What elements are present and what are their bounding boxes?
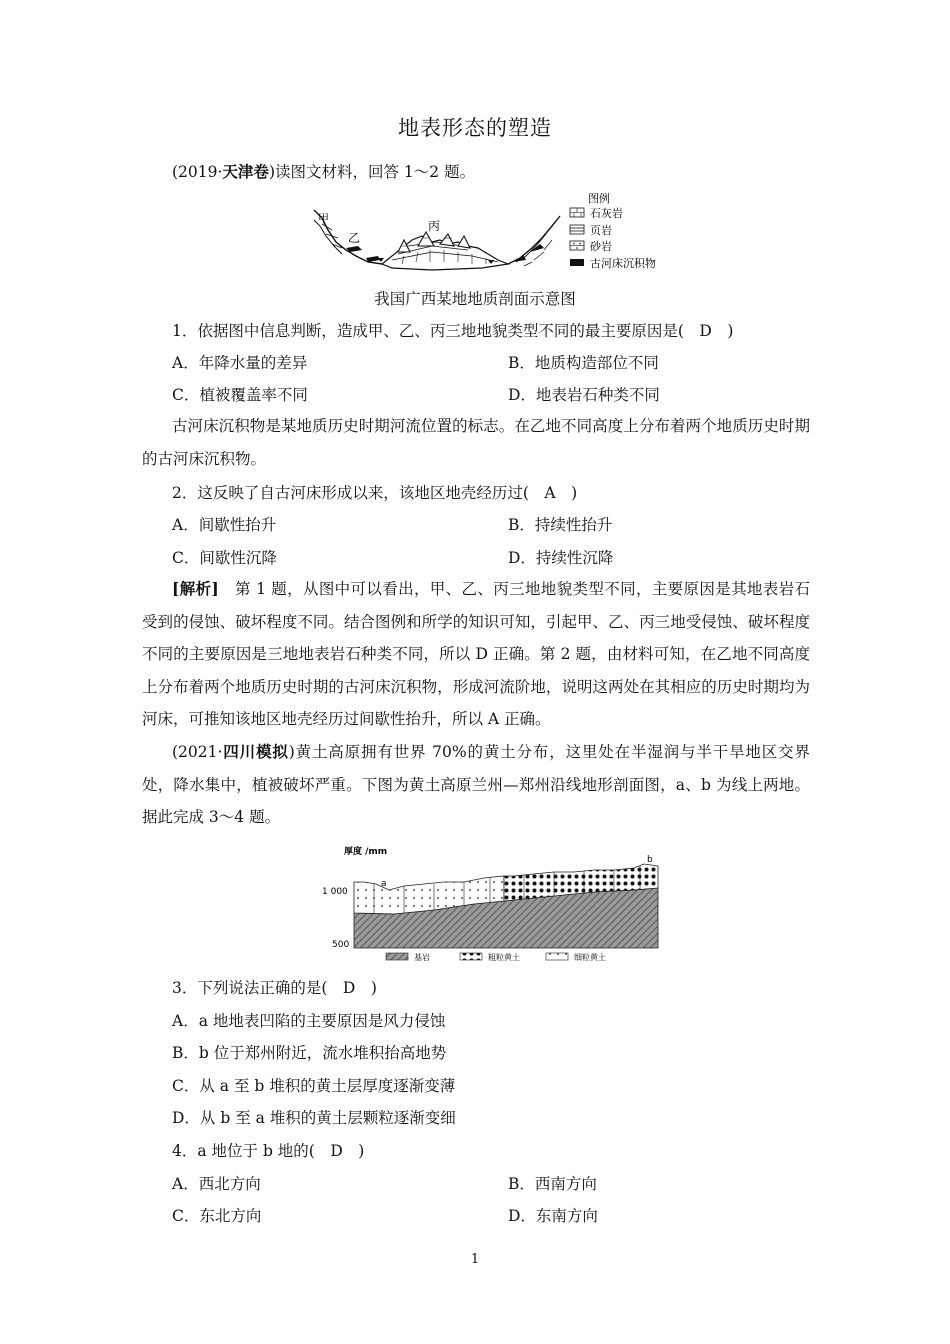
question-1-option-d: D．地表岩石种类不同: [508, 386, 660, 404]
question-3-option-b: B．b 位于郑州附近，流水堆积抬高地势: [172, 1044, 447, 1062]
question-3-stem: 3．下列说法正确的是( D ): [172, 979, 377, 997]
source-close-2: ): [288, 743, 295, 761]
source-name-2: 四川模拟: [222, 742, 289, 761]
figure-1-caption: 我国广西某地地质剖面示意图: [374, 290, 576, 308]
legend-riverbed-label: 古河床沉积物: [590, 257, 656, 270]
intro-text: 读图文材料，回答 1～2 题。: [275, 163, 476, 181]
analysis-tag: [解析]: [172, 579, 219, 598]
label-bing: 丙: [428, 219, 441, 233]
question-2-option-c: C．间歇性沉降: [172, 549, 277, 567]
question-3-option-d: D．从 b 至 a 堆积的黄土层颗粒逐渐变细: [172, 1109, 456, 1127]
source-close: ): [268, 163, 275, 181]
question-2-stem: 2．这反映了自古河床形成以来，该地区地壳经历过( A ): [172, 484, 578, 502]
legend-fine-loess-label: 细粒黄土: [574, 953, 606, 962]
label-jia: 甲: [318, 212, 329, 225]
loess-profile-figure: [314, 838, 669, 968]
question-2-option-b: B．持续性抬升: [508, 516, 613, 534]
legend-coarse-loess-label: 粗粒黄土: [488, 953, 520, 962]
question-4-option-d: D．东南方向: [508, 1207, 598, 1225]
legend-sandstone-label: 砂岩: [590, 240, 612, 253]
analysis-text: 第 1 题，从图中可以看出，甲、乙、丙三地地貌类型不同，主要原因是其地表岩石受到的侵蚀、破坏程度不同。结合图例和所学的知识可知，引起甲、乙、丙三地受侵蚀、破坏程度不同的主要原因是三地地表岩石种类不同，所以 D 正确。第 2 题，由材料可知，在乙地不同高度上分布着两个地质历史时期的古河床沉积物，形成河流阶地，说明这两处在其相应的历史时期均为河床，可推知该地区地壳经历过间歇性抬升，所以 A 正确。: [142, 580, 811, 728]
question-intro-2: [142, 736, 810, 834]
question-4-option-b: B．西南方向: [508, 1175, 597, 1193]
question-1-option-c: C．植被覆盖率不同: [172, 386, 308, 404]
question-1-option-b: B．地质构造部位不同: [508, 354, 659, 372]
source-open-2: (2021·: [172, 743, 223, 761]
geology-cross-section-figure: [312, 190, 672, 278]
legend-shale-label: 页岩: [590, 224, 612, 237]
legend-title: 图例: [588, 192, 610, 205]
y-tick-500: 500: [332, 940, 350, 950]
question-intro-1: [172, 162, 842, 182]
source-open: (2019·: [172, 163, 223, 181]
question-4-option-a: A．西北方向: [172, 1175, 261, 1193]
question-1-stem: 1．依据图中信息判断，造成甲、乙、丙三地地貌类型不同的最主要原因是( D ): [172, 322, 734, 340]
question-1-option-a: A．年降水量的差异: [172, 354, 308, 372]
label-yi: 乙: [348, 231, 361, 245]
question-2-option-a: A．间歇性抬升: [172, 516, 277, 534]
intro-2-text: 黄土高原拥有世界 70%的黄土分布，这里处在半湿润与半干旱地区交界处，降水集中，植被破坏严重。下图为黄土高原兰州—郑州沿线地形剖面图，a、b 为线上两地。据此完成 3～4 题。: [142, 743, 810, 826]
page-number: 1: [470, 1252, 480, 1267]
point-a-label: a: [381, 879, 387, 889]
question-4-stem: 4．a 地位于 b 地的( D ): [172, 1142, 365, 1160]
y-tick-1000: 1 000: [322, 887, 348, 897]
question-3-option-a: A．a 地地表凹陷的主要原因是风力侵蚀: [172, 1012, 446, 1030]
page-title: 地表形态的塑造: [398, 116, 552, 140]
legend-limestone-label: 石灰岩: [590, 207, 623, 220]
question-4-option-c: C．东北方向: [172, 1207, 262, 1225]
question-2-option-d: D．持续性沉降: [508, 549, 614, 567]
point-b-label: b: [647, 855, 653, 865]
source-name: 天津卷: [222, 162, 269, 181]
y-axis-label: 厚度 /mm: [344, 847, 388, 857]
material-paragraph: 古河床沉积物是某地质历史时期河流位置的标志。在乙地不同高度上分布着两个地质历史时期的古河床沉积物。: [142, 417, 810, 468]
analysis-paragraph: [142, 573, 810, 736]
question-3-option-c: C．从 a 至 b 堆积的黄土层厚度逐渐变薄: [172, 1077, 456, 1095]
legend-bedrock-label: 基岩: [414, 953, 430, 962]
